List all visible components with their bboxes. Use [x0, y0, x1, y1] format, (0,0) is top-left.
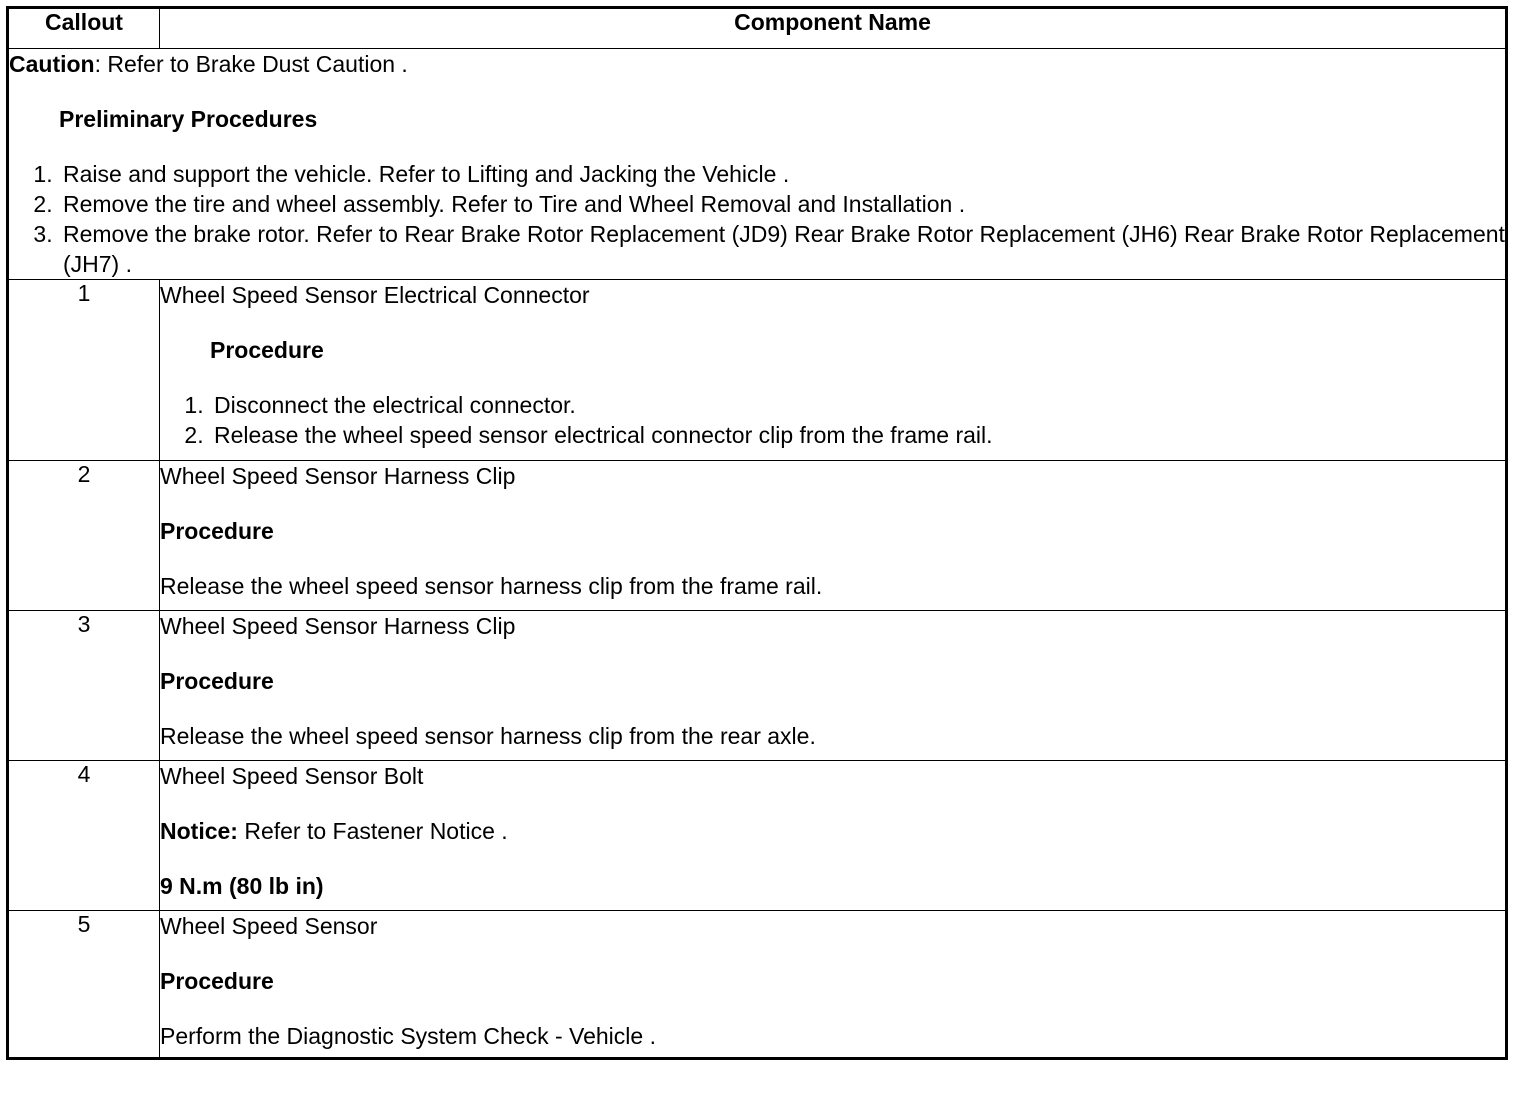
- caution-line: [9, 49, 1505, 79]
- table-row: [8, 761, 1507, 911]
- component-cell: [160, 911, 1507, 1059]
- procedure-text: Release the wheel speed sensor harness clip from the frame rail.: [160, 573, 823, 599]
- component-name: Wheel Speed Sensor Harness Clip: [160, 613, 516, 639]
- procedure-label: Procedure: [210, 337, 324, 363]
- component-cell: [160, 761, 1507, 911]
- preliminary-steps: [9, 159, 1505, 279]
- caution-text: : Refer to Brake Dust Caution .: [94, 51, 408, 77]
- procedure-label: Procedure: [160, 518, 274, 544]
- procedure-text: Perform the Diagnostic System Check - Vehicle .: [160, 1023, 656, 1049]
- component-name: Wheel Speed Sensor Electrical Connector: [160, 282, 590, 308]
- component-cell: [160, 280, 1507, 461]
- component-name: Wheel Speed Sensor: [160, 913, 378, 939]
- caution-label: Caution: [9, 51, 95, 77]
- procedure-text: Release the wheel speed sensor harness clip from the rear axle.: [160, 723, 816, 749]
- component-name: Wheel Speed Sensor Harness Clip: [160, 463, 516, 489]
- notice-text: Refer to Fastener Notice .: [237, 818, 508, 844]
- preliminary-cell: [8, 49, 1507, 280]
- torque-spec: 9 N.m (80 lb in): [160, 873, 324, 899]
- callout-number: 2: [8, 461, 160, 611]
- preliminary-title: Preliminary Procedures: [59, 106, 318, 132]
- table-row: [8, 280, 1507, 461]
- list-item: 3. Remove the brake rotor. Refer to Rear Brake Rotor Replacement (JD9) Rear Brake Rotor Replacement (JH6) Rear Brake Rotor Replacement (JH7) .: [59, 219, 1505, 279]
- notice-label: Notice:: [160, 818, 238, 844]
- procedure-table: [6, 6, 1508, 1060]
- component-name-header: Component Name: [160, 8, 1507, 49]
- procedure-steps: [160, 390, 1505, 450]
- callout-header: Callout: [8, 8, 160, 49]
- procedure-label: Procedure: [160, 968, 274, 994]
- preliminary-row: [8, 49, 1507, 280]
- list-item: 1. Raise and support the vehicle. Refer to Lifting and Jacking the Vehicle .: [59, 159, 1505, 189]
- component-name: Wheel Speed Sensor Bolt: [160, 763, 424, 789]
- list-item: 1. Disconnect the electrical connector.: [210, 390, 1505, 420]
- procedure-label: Procedure: [160, 668, 274, 694]
- table-row: [8, 911, 1507, 1059]
- callout-number: 3: [8, 611, 160, 761]
- component-cell: [160, 461, 1507, 611]
- callout-number: 1: [8, 280, 160, 461]
- list-item: 2. Release the wheel speed sensor electrical connector clip from the frame rail.: [210, 420, 1505, 450]
- callout-number: 5: [8, 911, 160, 1059]
- list-item: 2. Remove the tire and wheel assembly. Refer to Tire and Wheel Removal and Installation .: [59, 189, 1505, 219]
- component-cell: [160, 611, 1507, 761]
- table-row: [8, 611, 1507, 761]
- table-row: [8, 461, 1507, 611]
- header-row: [8, 8, 1507, 49]
- callout-number: 4: [8, 761, 160, 911]
- notice-line: [160, 816, 1505, 846]
